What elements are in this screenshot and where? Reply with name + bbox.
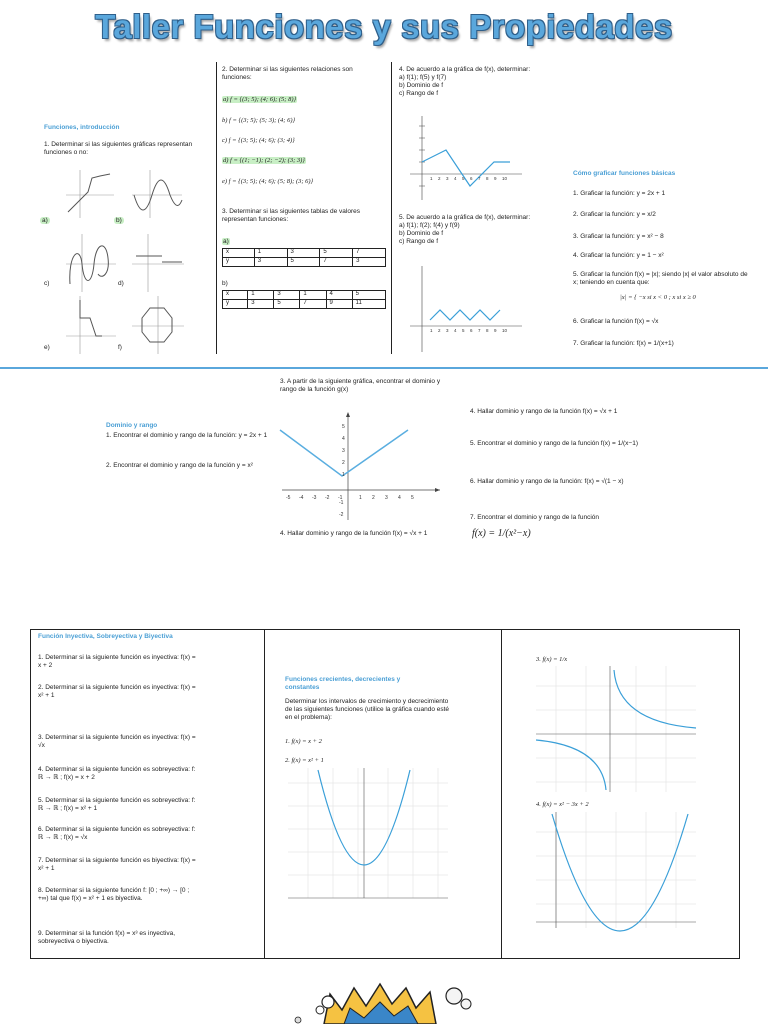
divider (216, 62, 217, 354)
monotonic-q3: 3. f(x) = 1/x (536, 656, 568, 663)
section-divider (0, 367, 768, 369)
function-graphs-grid (36, 168, 206, 358)
divider (501, 629, 502, 959)
relation-a: a) f = {(3; 5); (4; 6); (5; 8)} (223, 96, 297, 103)
divider (391, 62, 392, 354)
tick-label: 8 (486, 176, 489, 181)
section-heading-funciones: Funciones, introducción (44, 124, 120, 131)
tick-label: 3 (446, 328, 449, 333)
label-f: f) (118, 344, 122, 351)
question-graph-2 (399, 214, 569, 247)
table-cell: y (223, 300, 248, 309)
inj-item-7: 7. Determinar si la siguiente función es biyectiva: f(x) = x² + 1 (38, 857, 196, 873)
label-b: b) (116, 217, 122, 224)
domain-question-1: 1. Encontrar el dominio y rango de la función: y = 2x + 1 (106, 432, 268, 439)
section-heading-dominio: Dominio y rango (106, 422, 158, 429)
monotonic-intro: Determinar los intervalos de crecimiento y decrecimiento de las siguientes funciones (utilice la gráfica cuando esté en el problema): (285, 698, 450, 722)
domain-question-7-formula: f(x) = 1/(x²−x) (472, 528, 531, 539)
graph-fx-2 (404, 262, 524, 354)
tick-label: 1 (359, 495, 362, 501)
values-table-a (222, 248, 386, 267)
table-cell: x (223, 291, 248, 300)
tick-label: 6 (470, 328, 473, 333)
tick-label: -5 (286, 495, 291, 501)
graph-c (66, 234, 116, 292)
tick-label: 4 (398, 495, 401, 501)
question-graphs: 1. Determinar si las siguientes gráficas representan funciones o no: (44, 141, 193, 157)
tick-label: 3 (342, 448, 345, 454)
tick-label: 8 (486, 328, 489, 333)
relation-e: e) f = {(3; 5); (4; 6); (5; 8); (3; 6)} (222, 178, 314, 185)
relation-c: c) f = {(3; 5); (4; 6); (3; 4)} (222, 137, 295, 144)
q4-line: 4. De acuerdo a la gráfica de f(x), determinar: (399, 66, 531, 73)
table-a-label: a) (223, 238, 229, 245)
graph-hyperbola (536, 666, 698, 794)
label-a: a) (42, 217, 48, 224)
tick-label: -3 (312, 495, 317, 501)
table-cell: 1 (300, 291, 326, 300)
graph-item-2: 2. Graficar la función: y = x/2 (573, 211, 656, 218)
graph-item-3: 3. Graficar la función: y = x² − 8 (573, 233, 664, 240)
graph-fx-1 (404, 112, 524, 202)
tick-label: 4 (454, 176, 457, 181)
inj-item-8: 8. Determinar si la siguiente función f: [0 ; +∞) → [0 ; +∞) tal que f(x) = x² + 1 es biyectiva. (38, 887, 190, 903)
section-heading-crecientes: Funciones crecientes, decrecientes y constantes (285, 676, 401, 692)
tick-label: 10 (502, 328, 508, 333)
table-cell: 3 (353, 258, 386, 267)
graph-item-5: 5. Graficar la función f(x) = |x|; siendo |x| el valor absoluto de x; teniendo en cuenta que: (573, 271, 748, 287)
tick-label: 5 (342, 424, 345, 430)
graph-item-4: 4. Graficar la función: y = 1 − x² (573, 252, 664, 259)
table-cell: 3 (254, 258, 287, 267)
label-c: c) (44, 280, 50, 287)
table-cell: 3 (274, 291, 300, 300)
tick-label: 3 (446, 176, 449, 181)
table-cell: 5 (287, 258, 320, 267)
q4-line: c) Rango de f (399, 90, 439, 98)
graph-parabola-x2-plus-1 (288, 768, 450, 904)
tick-label: 4 (454, 328, 457, 333)
tick-label: 1 (342, 472, 345, 478)
tick-label: 2 (438, 176, 441, 181)
inj-item-1: 1. Determinar si la siguiente función es inyectiva: f(x) = x + 2 (38, 654, 196, 670)
graph-a (66, 170, 114, 218)
table-cell: 1 (254, 249, 287, 258)
tick-label: 9 (494, 176, 497, 181)
abs-value-def: |x| = { −x si x < 0 ; x si x ≥ 0 (620, 294, 696, 301)
table-cell: 5 (352, 291, 385, 300)
tick-label: 3 (385, 495, 388, 501)
graph-gx (278, 410, 444, 522)
tick-label: 6 (470, 176, 473, 181)
tick-label: 7 (478, 328, 481, 333)
monotonic-q4: 4. f(x) = x² − 3x + 2 (536, 801, 589, 808)
graph-b (132, 170, 182, 218)
tick-label: -4 (299, 495, 304, 501)
tick-label: 7 (478, 176, 481, 181)
table-cell: 7 (300, 300, 326, 309)
table-cell: 11 (352, 300, 385, 309)
graph-d (132, 234, 184, 292)
inj-item-6: 6. Determinar si la siguiente función es sobreyectiva: f: ℝ → ℝ ; f(x) = √x (38, 826, 196, 842)
page-title: Taller Funciones y sus Propiedades (95, 8, 673, 45)
domain-question-4b: 4. Hallar dominio y rango de la función f(x) = √x + 1 (470, 408, 618, 415)
tick-label: 10 (502, 176, 508, 181)
tick-label: 2 (438, 328, 441, 333)
monotonic-q1: 1. f(x) = x + 2 (285, 738, 322, 745)
domain-question-6: 6. Hallar dominio y rango de la función: f(x) = √(1 − x) (470, 478, 624, 485)
q5-line: a) f(1); f(2); f(4) y f(9) (399, 222, 460, 230)
table-b-label: b) (222, 280, 228, 287)
domain-question-4a: 4. Hallar dominio y rango de la función f(x) = √x + 1 (280, 530, 428, 537)
q4-line: b) Dominio de f (399, 82, 444, 90)
table-cell: 7 (320, 258, 353, 267)
graph-f (132, 296, 184, 354)
graph-item-1: 1. Graficar la función: y = 2x + 1 (573, 190, 666, 197)
question-graph-1 (399, 66, 569, 99)
table-cell: 1 (248, 291, 274, 300)
relation-d: d) f = {(1; −1); (2; −2); (3; 3)} (223, 157, 305, 164)
label-e: e) (44, 344, 50, 351)
graph-item-7: 7. Graficar la función: f(x) = 1/(x+1) (573, 340, 674, 347)
tick-label: -1 (339, 500, 344, 506)
q5-line: c) Rango de f (399, 238, 439, 246)
question-tables: 3. Determinar si las siguientes tablas de valores representan funciones: (222, 208, 361, 224)
values-table-b (222, 290, 386, 309)
q5-line: 5. De acuerdo a la gráfica de f(x), determinar: (399, 214, 531, 221)
tick-label: -2 (339, 512, 344, 518)
domain-question-2: 2. Encontrar el dominio y rango de la función y = x² (106, 462, 253, 469)
tick-label: 2 (372, 495, 375, 501)
tick-label: 1 (430, 176, 433, 181)
table-cell: 5 (274, 300, 300, 309)
table-cell: 3 (287, 249, 320, 258)
table-cell: y (223, 258, 255, 267)
q5-line: b) Dominio de f (399, 230, 444, 238)
tick-label: 5 (411, 495, 414, 501)
inj-item-5: 5. Determinar si la siguiente función es sobreyectiva: f: ℝ → ℝ ; f(x) = x² + 1 (38, 797, 196, 813)
tick-label: 1 (430, 328, 433, 333)
inj-item-4: 4. Determinar si la siguiente función es sobreyectiva: f: ℝ → ℝ ; f(x) = x + 2 (38, 766, 196, 782)
domain-question-5: 5. Encontrar el dominio y rango de la función f(x) = 1/(x−1) (470, 440, 639, 447)
table-cell: x (223, 249, 255, 258)
section-heading-inyectiva: Función Inyectiva, Sobreyectiva y Biyectiva (38, 633, 173, 640)
graph-item-6: 6. Graficar la función f(x) = √x (573, 318, 659, 325)
section-heading-graficar: Cómo graficar funciones básicas (573, 170, 676, 177)
tick-label: -2 (325, 495, 330, 501)
question-relations: 2. Determinar si las siguientes relaciones son funciones: (222, 66, 353, 82)
graph-parabola-x2-3x-2 (536, 812, 698, 936)
relation-b: b) f = {(3; 5); (5; 3); (4; 6)} (222, 117, 296, 124)
tick-label: 5 (462, 176, 465, 181)
inj-item-3: 3. Determinar si la siguiente función es inyectiva: f(x) = √x (38, 734, 196, 750)
tick-label: 9 (494, 328, 497, 333)
table-cell: 3 (248, 300, 274, 309)
graph-e (66, 296, 116, 354)
table-cell: 7 (353, 249, 386, 258)
table-cell: 4 (326, 291, 352, 300)
table-cell: 9 (326, 300, 352, 309)
tick-label: 4 (342, 436, 345, 442)
tick-label: -1 (338, 495, 343, 501)
domain-question-3: 3. A partir de la siguiente gráfica, encontrar el dominio y rango de la función g(x) (280, 378, 441, 394)
tick-label: 5 (462, 328, 465, 333)
divider (264, 629, 265, 959)
label-d: d) (118, 280, 124, 287)
inj-item-2: 2. Determinar si la siguiente función es inyectiva: f(x) = x² + 1 (38, 684, 196, 700)
inj-item-9: 9. Determinar si la función f(x) = x³ es inyectiva, sobreyectiva o biyectiva. (38, 930, 176, 946)
tick-label: 2 (342, 460, 345, 466)
monotonic-q2: 2. f(x) = x² + 1 (285, 757, 324, 764)
table-cell: 5 (320, 249, 353, 258)
q4-line: a) f(1); f(5) y f(7) (399, 74, 447, 82)
domain-question-7: 7. Encontrar el dominio y rango de la función (470, 514, 599, 521)
comic-burst-illustration (284, 980, 484, 1024)
